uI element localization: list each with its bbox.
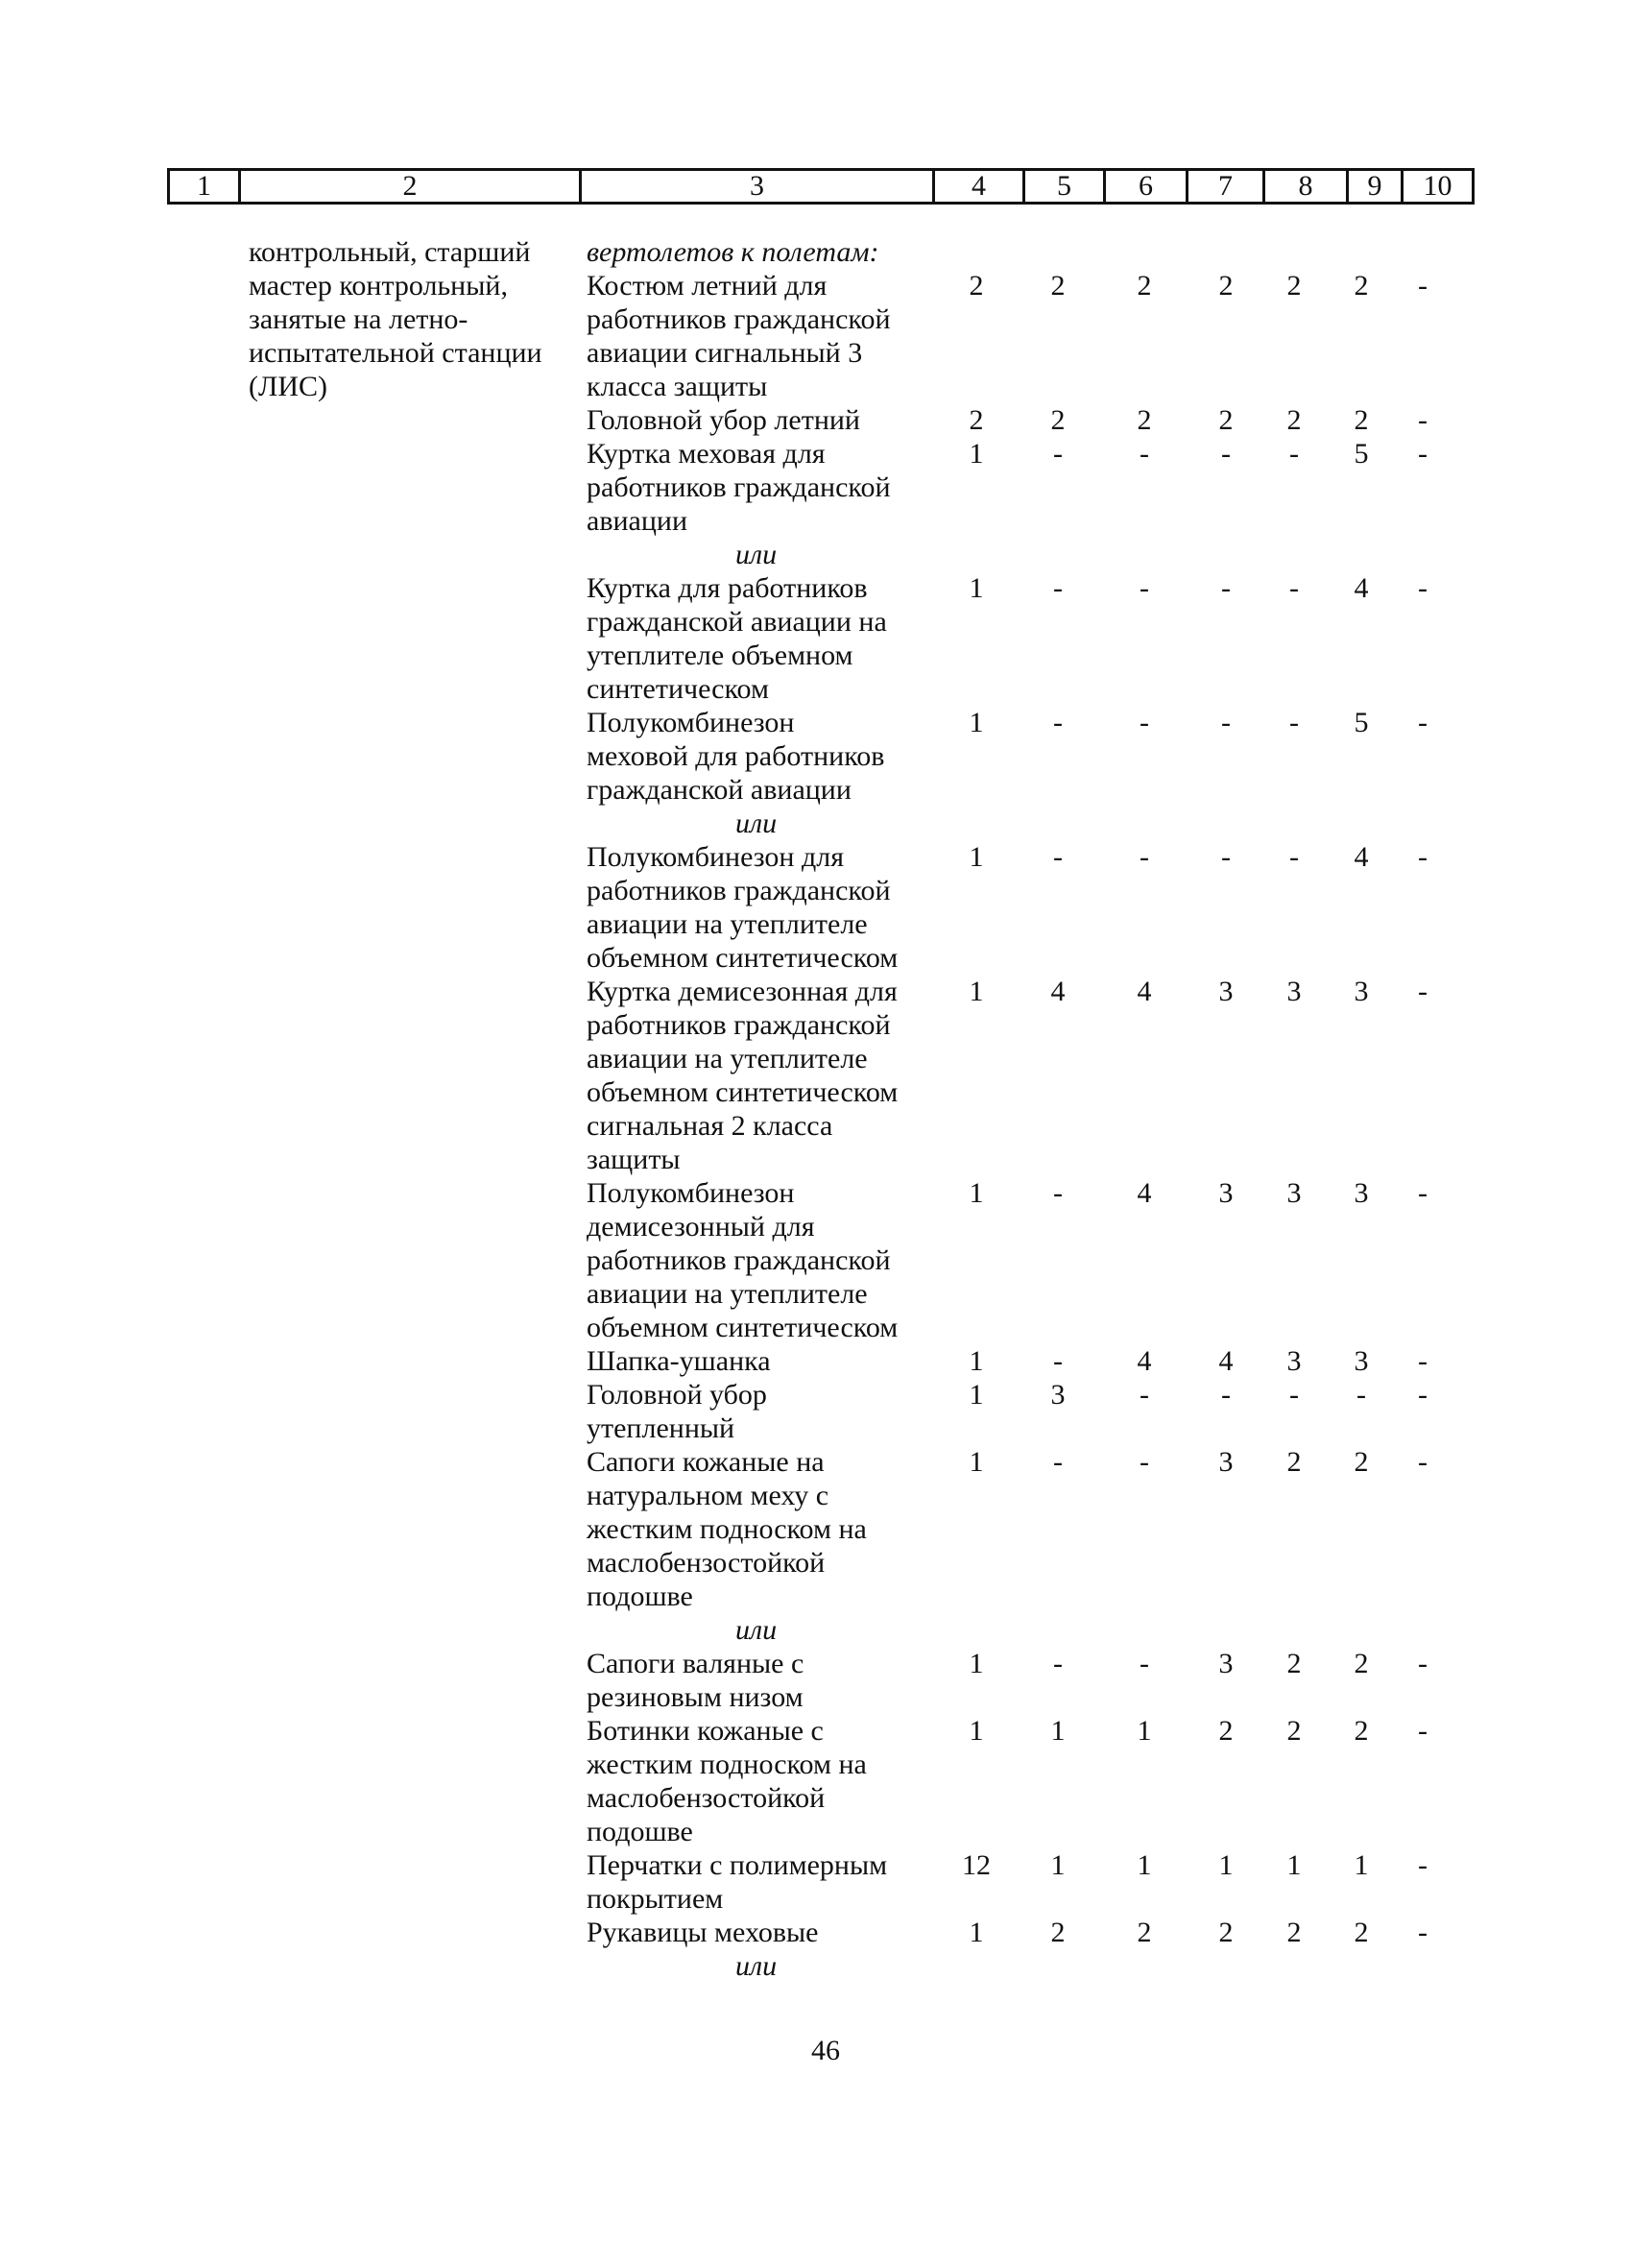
item-value-col-5: 3 — [1050, 1379, 1066, 1411]
item-name-line: утепленный — [587, 1412, 735, 1444]
header-col-5: 5 — [1022, 171, 1103, 202]
item-value-col-7: 3 — [1218, 1446, 1234, 1478]
item-value-col-7: 2 — [1218, 270, 1234, 302]
item-value-col-10: - — [1418, 1177, 1428, 1209]
occupation-line: (ЛИС) — [249, 371, 328, 402]
item-value-col-10: - — [1418, 1345, 1428, 1377]
item-name-line: синтетическом — [587, 673, 769, 705]
item-value-col-6: 4 — [1137, 1345, 1152, 1377]
item-value-col-10: - — [1418, 1648, 1428, 1679]
occupation-line: контрольный, старший — [249, 236, 531, 268]
item-value-col-4: 1 — [969, 707, 984, 738]
item-name-line: Головной убор летний — [587, 404, 860, 436]
item-name-line: работников гражданской — [587, 303, 891, 335]
item-value-col-5: - — [1053, 707, 1063, 738]
item-value-col-8: - — [1289, 438, 1299, 470]
item-name-line: подошве — [587, 1816, 693, 1847]
column-number-header — [167, 168, 1475, 205]
item-value-col-6: 4 — [1137, 1177, 1152, 1209]
item-value-col-9: 4 — [1354, 572, 1369, 604]
item-name-line: гражданской авиации на — [587, 606, 887, 638]
item-name-line: авиации — [587, 505, 688, 537]
header-col-1: 1 — [197, 170, 211, 202]
item-value-col-8: 1 — [1286, 1849, 1302, 1881]
item-name-line: Костюм летний для — [587, 270, 828, 302]
occupation-line: мастер контрольный, — [249, 270, 508, 302]
item-value-col-10: - — [1418, 841, 1428, 873]
alternative-label: или — [735, 808, 778, 839]
item-value-col-5: - — [1053, 1177, 1063, 1209]
item-value-col-8: 3 — [1286, 1345, 1302, 1377]
item-name-line: Головной убор — [587, 1379, 767, 1411]
item-value-col-5: 1 — [1050, 1849, 1066, 1881]
item-name-line: Шапка-ушанка — [587, 1345, 771, 1377]
header-col-3: 3 — [579, 171, 932, 202]
item-value-col-4: 1 — [969, 438, 984, 470]
item-value-col-9: 2 — [1354, 1446, 1369, 1478]
item-value-col-8: - — [1289, 841, 1299, 873]
item-name-line: покрытием — [587, 1883, 724, 1915]
item-value-col-5: 2 — [1050, 404, 1066, 436]
item-value-col-4: 1 — [969, 1715, 984, 1747]
item-value-col-10: - — [1418, 270, 1428, 302]
item-value-col-4: 1 — [969, 572, 984, 604]
item-name-line: объемном синтетическом — [587, 942, 899, 974]
item-name-line: Сапоги валяные с — [587, 1648, 804, 1679]
header-col-4: 4 — [932, 171, 1022, 202]
item-value-col-4: 1 — [969, 841, 984, 873]
item-value-col-9: - — [1356, 1379, 1366, 1411]
item-value-col-5: 2 — [1050, 270, 1066, 302]
header-col-7: 7 — [1186, 171, 1262, 202]
item-value-col-9: 4 — [1354, 841, 1369, 873]
item-name-line: маслобензостойкой — [587, 1782, 826, 1814]
item-name-line: работников гражданской — [587, 1244, 891, 1276]
item-value-col-6: - — [1140, 1648, 1149, 1679]
item-name-line: авиации сигнальный 3 — [587, 337, 863, 369]
item-value-col-10: - — [1418, 1446, 1428, 1478]
item-value-col-6: 1 — [1137, 1715, 1152, 1747]
item-name-line: авиации на утеплителе — [587, 1043, 868, 1074]
item-value-col-7: - — [1221, 572, 1231, 604]
item-name-line: жестким подноском на — [587, 1749, 867, 1780]
item-value-col-10: - — [1418, 438, 1428, 470]
item-value-col-8: 2 — [1286, 404, 1302, 436]
alternative-label: или — [735, 1614, 778, 1646]
item-name-line: работников гражданской — [587, 1009, 891, 1041]
item-value-col-6: 1 — [1137, 1849, 1152, 1881]
item-value-col-6: - — [1140, 572, 1149, 604]
item-value-col-5: - — [1053, 438, 1063, 470]
item-value-col-7: 3 — [1218, 1648, 1234, 1679]
item-value-col-9: 2 — [1354, 404, 1369, 436]
item-name-line: Куртка для работников — [587, 572, 868, 604]
item-name-line: маслобензостойкой — [587, 1547, 826, 1579]
item-value-col-7: 1 — [1218, 1849, 1234, 1881]
item-value-col-7: 2 — [1218, 1917, 1234, 1948]
item-name-line: объемном синтетическом — [587, 1076, 899, 1108]
item-name-line: защиты — [587, 1144, 681, 1175]
item-name-line: авиации на утеплителе — [587, 1278, 868, 1310]
item-value-col-5: - — [1053, 1345, 1063, 1377]
header-col-6: 6 — [1103, 171, 1186, 202]
item-value-col-10: - — [1418, 1849, 1428, 1881]
item-value-col-5: - — [1053, 841, 1063, 873]
item-name-line: демисезонный для — [587, 1211, 815, 1243]
item-value-col-4: 1 — [969, 1648, 984, 1679]
header-col-8: 8 — [1262, 171, 1346, 202]
item-value-col-8: 2 — [1286, 1648, 1302, 1679]
item-name-line: Полукомбинезон — [587, 1177, 795, 1209]
item-value-col-6: - — [1140, 707, 1149, 738]
item-value-col-7: 3 — [1218, 1177, 1234, 1209]
item-value-col-8: - — [1289, 1379, 1299, 1411]
item-value-col-8: - — [1289, 572, 1299, 604]
item-value-col-9: 2 — [1354, 1917, 1369, 1948]
item-value-col-6: 4 — [1137, 976, 1152, 1007]
item-name-line: резиновым низом — [587, 1681, 804, 1713]
item-value-col-5: - — [1053, 572, 1063, 604]
item-name-line: работников гражданской — [587, 875, 891, 906]
item-name-line: Полукомбинезон — [587, 707, 795, 738]
item-value-col-6: 2 — [1137, 404, 1152, 436]
item-value-col-10: - — [1418, 1379, 1428, 1411]
item-value-col-8: 3 — [1286, 1177, 1302, 1209]
item-name-line: Куртка демисезонная для — [587, 976, 898, 1007]
alternative-label: или — [735, 539, 778, 570]
item-value-col-4: 1 — [969, 1379, 984, 1411]
item-name-line: Полукомбинезон для — [587, 841, 845, 873]
item-value-col-6: - — [1140, 1446, 1149, 1478]
item-name-line: авиации на утеплителе — [587, 908, 868, 940]
item-value-col-10: - — [1418, 1917, 1428, 1948]
occupation-line: испытательной станции — [249, 337, 542, 369]
item-value-col-8: 2 — [1286, 1446, 1302, 1478]
item-value-col-8: - — [1289, 707, 1299, 738]
header-col-10: 10 — [1401, 171, 1472, 202]
item-value-col-7: - — [1221, 438, 1231, 470]
item-value-col-6: - — [1140, 1379, 1149, 1411]
item-name-line: класса защиты — [587, 371, 768, 402]
item-value-col-7: - — [1221, 1379, 1231, 1411]
item-value-col-4: 1 — [969, 1917, 984, 1948]
item-name-line: утеплителе объемном — [587, 639, 853, 671]
item-value-col-4: 2 — [969, 270, 984, 302]
item-value-col-9: 1 — [1354, 1849, 1369, 1881]
item-value-col-5: - — [1053, 1648, 1063, 1679]
item-name-line: жестким подноском на — [587, 1513, 867, 1545]
item-value-col-4: 12 — [962, 1849, 991, 1881]
item-name-line: подошве — [587, 1580, 693, 1612]
item-value-col-4: 1 — [969, 1177, 984, 1209]
item-value-col-7: 4 — [1218, 1345, 1234, 1377]
item-value-col-5: 1 — [1050, 1715, 1066, 1747]
item-value-col-7: - — [1221, 841, 1231, 873]
section-heading: вертолетов к полетам: — [587, 236, 879, 268]
item-value-col-8: 2 — [1286, 1917, 1302, 1948]
item-value-col-7: 2 — [1218, 404, 1234, 436]
item-name-line: гражданской авиации — [587, 774, 852, 806]
item-value-col-6: - — [1140, 841, 1149, 873]
item-value-col-8: 2 — [1286, 1715, 1302, 1747]
item-value-col-9: 5 — [1354, 438, 1369, 470]
item-value-col-4: 1 — [969, 976, 984, 1007]
item-name-line: Ботинки кожаные с — [587, 1715, 824, 1747]
item-value-col-9: 2 — [1354, 270, 1369, 302]
alternative-label: или — [735, 1950, 778, 1982]
item-value-col-10: - — [1418, 404, 1428, 436]
item-value-col-6: 2 — [1137, 1917, 1152, 1948]
header-col-9: 9 — [1346, 171, 1401, 202]
item-name-line: меховой для работников — [587, 740, 885, 772]
item-name-line: сигнальная 2 класса — [587, 1110, 833, 1142]
item-value-col-8: 2 — [1286, 270, 1302, 302]
item-value-col-8: 3 — [1286, 976, 1302, 1007]
item-value-col-10: - — [1418, 707, 1428, 738]
item-value-col-7: 2 — [1218, 1715, 1234, 1747]
occupation-line: занятые на летно- — [249, 303, 468, 335]
item-value-col-4: 1 — [969, 1446, 984, 1478]
item-name-line: Сапоги кожаные на — [587, 1446, 825, 1478]
item-name-line: Рукавицы меховые — [587, 1917, 819, 1948]
item-value-col-5: - — [1053, 1446, 1063, 1478]
page-number: 46 — [811, 2035, 840, 2066]
item-name-line: работников гражданской — [587, 471, 891, 503]
item-value-col-4: 2 — [969, 404, 984, 436]
item-value-col-9: 3 — [1354, 1345, 1369, 1377]
item-value-col-10: - — [1418, 572, 1428, 604]
item-name-line: Куртка меховая для — [587, 438, 826, 470]
item-value-col-7: - — [1221, 707, 1231, 738]
item-value-col-5: 2 — [1050, 1917, 1066, 1948]
item-value-col-10: - — [1418, 1715, 1428, 1747]
item-value-col-5: 4 — [1050, 976, 1066, 1007]
item-value-col-9: 2 — [1354, 1715, 1369, 1747]
item-name-line: натуральном меху с — [587, 1480, 829, 1511]
item-value-col-9: 5 — [1354, 707, 1369, 738]
item-value-col-4: 1 — [969, 1345, 984, 1377]
item-name-line: объемном синтетическом — [587, 1312, 899, 1343]
item-value-col-9: 3 — [1354, 1177, 1369, 1209]
item-value-col-6: 2 — [1137, 270, 1152, 302]
item-value-col-7: 3 — [1218, 976, 1234, 1007]
item-value-col-9: 3 — [1354, 976, 1369, 1007]
item-name-line: Перчатки с полимерным — [587, 1849, 888, 1881]
header-col-2: 2 — [238, 171, 579, 202]
item-value-col-9: 2 — [1354, 1648, 1369, 1679]
item-value-col-10: - — [1418, 976, 1428, 1007]
item-value-col-6: - — [1140, 438, 1149, 470]
